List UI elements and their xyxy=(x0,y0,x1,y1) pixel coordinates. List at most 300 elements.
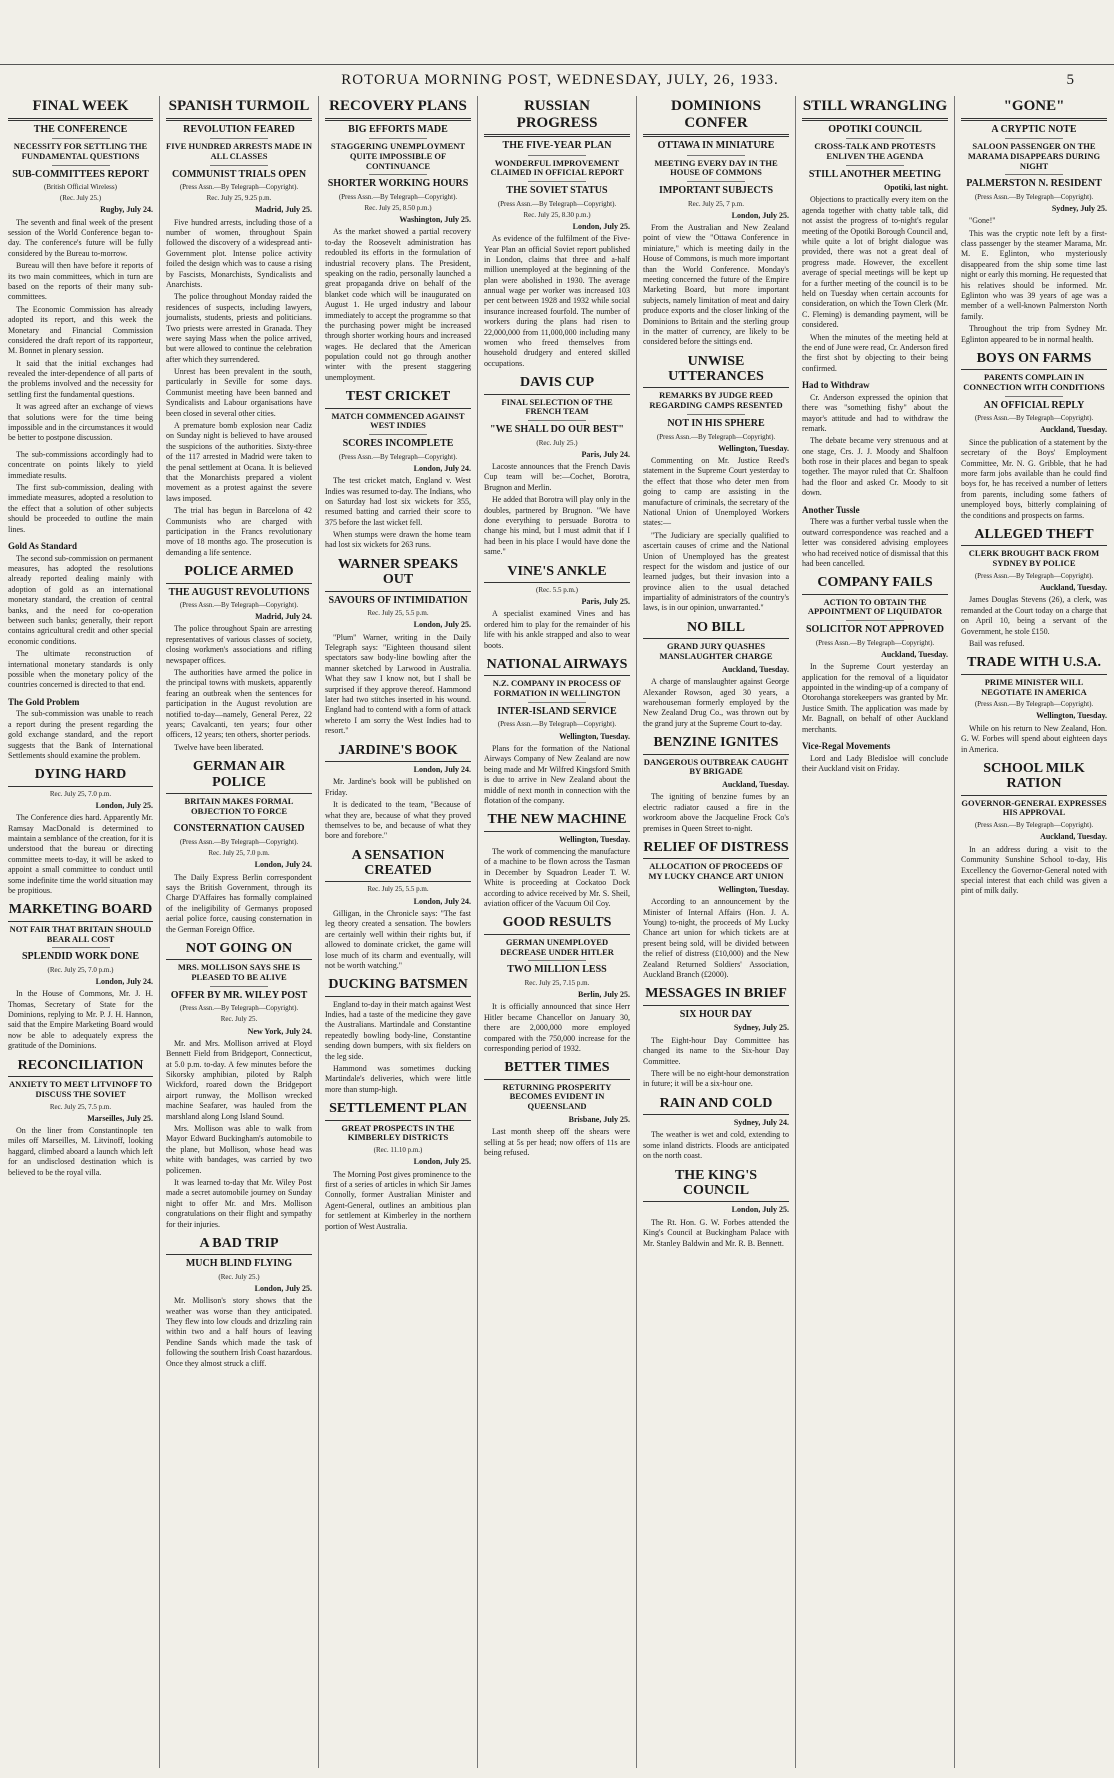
headline-rule xyxy=(166,583,312,584)
press-credit: (Press Assn.—By Telegraph—Copyright). xyxy=(497,199,617,208)
received-time: (Rec. 5.5 p.m.) xyxy=(536,586,578,594)
article-headline: STILL WRANGLING xyxy=(802,98,948,114)
body-paragraph: Mrs. Mollison was able to walk from Mayor Edward Buckingham's automobile to the plane, but Mollison, whose head was white with bandages, was carried by two policemen. xyxy=(166,1124,312,1175)
body-paragraph: There was a further verbal tussle when the outward correspondence was reached and a letter was considered advising employees who had received notice of dismissal that this had been cancelled. xyxy=(802,517,948,568)
article-headline: JARDINE'S BOOK xyxy=(338,742,458,758)
article xyxy=(484,1060,630,1158)
article-body xyxy=(8,709,153,761)
headline-rule xyxy=(961,674,1107,675)
subheading-separator xyxy=(210,986,268,987)
received-time: Rec. July 25, 8.30 p.m.) xyxy=(523,210,591,219)
body-paragraph: Gilligan, in the Chronicle says: "The fast leg theory created a sensation. The bowlers are certainly well within their rights but, if allowed to dominate cricket, the game will lose much of its charm and eventually, will not be worth watching." xyxy=(325,908,471,970)
body-paragraph: It is dedicated to the team, "Because of what they are, because of what they proved themselves to be, and because of what they bore and forebore." xyxy=(325,800,471,841)
article-dateline: Washington, July 25. xyxy=(399,214,471,224)
article-subheading: "WE SHALL DO OUR BEST" xyxy=(490,424,624,436)
article-headline: COMPANY FAILS xyxy=(817,575,933,591)
article-body xyxy=(802,195,948,374)
article-subheading: A CRYPTIC NOTE xyxy=(991,123,1077,135)
article-headline: UNWISE UTTERANCES xyxy=(668,353,764,385)
article-subheading: FIVE HUNDRED ARRESTS MADE IN ALL CLASSES xyxy=(166,141,312,161)
article-body xyxy=(166,218,312,559)
body-paragraph: In the House of Commons, Mr. J. H. Thomas, Secretary of State for the Dominions, replying to Mr. P. J. H. Hannon, said that the Empire Marketing Board would now be able to adequately express the gratitude of the Dominions. xyxy=(8,989,153,1051)
article-subheading: SHORTER WORKING HOURS xyxy=(327,178,469,190)
article-subheading: TWO MILLION LESS xyxy=(507,964,607,976)
article-dateline: London, July 24. xyxy=(254,860,312,870)
article-subheading: CONSTERNATION CAUSED xyxy=(173,823,305,835)
subheading-separator xyxy=(687,414,745,415)
article-dateline: London, July 25. xyxy=(572,221,630,231)
paragraph-heading: Had to Withdraw xyxy=(802,380,870,391)
article-headline: POLICE ARMED xyxy=(184,564,294,580)
body-paragraph: From the Australian and New Zealand point of view the "Ottawa Conference in miniature," which is meeting daily in the House of Commons, is much more important than the World Conference. Monday's meeting concerned the future of the Empire Marketing Board, but more important subjects, namely limitation of meat and dairy produce exports and the closer linking of the Dominions to Britain and the sterling group in the matter of currency, are likely to be considered before the sittings end. xyxy=(643,223,789,347)
subheading-separator xyxy=(528,155,586,156)
body-paragraph: It said that the initial exchanges had revealed the inter-dependence of all parts of the problems involved and the necessity for settling first the fundamental questions. xyxy=(8,358,153,399)
article xyxy=(484,564,630,651)
article-subheading: DANGEROUS OUTBREAK CAUGHT BY BRIGADE xyxy=(643,756,789,777)
article-body xyxy=(325,476,471,551)
article-dateline: London, July 25. xyxy=(254,1283,312,1293)
article-body xyxy=(643,677,789,729)
headline-rule xyxy=(484,1079,630,1080)
body-paragraph: In the Supreme Court yesterday an application for the removal of a liquidator appointed in the winding-up of a company of Otorohanga storekeepers was granted by Mr. Justice Smith. The application was made by Mr. Bagnall, on behalf of other Auckland merchants. xyxy=(802,662,948,734)
received-time: Rec. July 25, 7.0 p.m. xyxy=(49,789,112,798)
headline-rule xyxy=(166,1254,312,1255)
article-headline: RAIN AND COLD xyxy=(659,1095,773,1111)
subheading-separator xyxy=(687,155,745,156)
article-subheading: SOLICITOR NOT APPROVED xyxy=(806,624,944,636)
article-dateline: London, July 24. xyxy=(95,976,153,986)
article-body xyxy=(166,1039,312,1230)
article-subheading: REMARKS BY JUDGE REED REGARDING CAMPS RESENTED xyxy=(649,390,783,411)
article-subheading: ACTION TO OBTAIN THE APPOINTMENT OF LIQUIDATOR xyxy=(807,596,943,617)
article-headline: DUCKING BATSMEN xyxy=(328,977,468,993)
article-dateline: London, July 24. xyxy=(413,463,471,473)
press-credit: (Press Assn.—By Telegraph—Copyright). xyxy=(179,837,299,846)
press-credit: (Press Assn.—By Telegraph—Copyright). xyxy=(974,700,1094,709)
article-dateline: Sydney, July 25. xyxy=(1051,203,1107,213)
headline-rule xyxy=(643,134,789,137)
headline-rule xyxy=(961,545,1107,546)
article xyxy=(8,902,153,1051)
headline-rule xyxy=(8,921,153,922)
article-dateline: Paris, July 24. xyxy=(581,449,630,459)
article-dateline: Wellington, Tuesday. xyxy=(559,834,630,844)
article-subheading: SPLENDID WORK DONE xyxy=(21,951,140,963)
article xyxy=(484,915,630,1054)
article-body xyxy=(484,462,630,558)
subheading-separator xyxy=(369,138,427,139)
body-paragraph: Mr. Jardine's book will be published on Friday. xyxy=(325,777,471,797)
article-subheading: MRS. MOLLISON SAYS SHE IS PLEASED TO BE ALIVE xyxy=(177,962,301,983)
article xyxy=(325,977,471,1095)
headline-rule xyxy=(8,1076,153,1077)
body-paragraph: It was learned to-day that Mr. Wiley Post made a secret automobile journey on Sunday night to offer Mr. and Mrs. Mollison congratulations on their flight and sympathy for their injuries. xyxy=(166,1177,312,1229)
article-body xyxy=(8,554,153,691)
article-subheading: THE FIVE-YEAR PLAN xyxy=(502,140,612,151)
headline-rule xyxy=(643,1201,789,1202)
article-headline: A SENSATION CREATED xyxy=(351,847,445,879)
article-body xyxy=(643,897,789,980)
article-subheading: FINAL SELECTION OF THE FRENCH TEAM xyxy=(501,396,613,417)
body-paragraph: The Conference dies hard. Apparently Mr. Ramsay MacDonald is determined to maintain a semblance of the creation, for it is understood that the bureau or directing committee meets to-day, it will be asked to appoint a small committee to conduct until some indefinite time the world situation may be propitious. xyxy=(8,813,153,895)
article xyxy=(484,812,630,909)
column-5 xyxy=(636,96,795,1768)
press-credit: (Press Assn.—By Telegraph—Copyright). xyxy=(179,601,299,609)
article xyxy=(643,354,789,614)
press-credit: (Press Assn.—By Telegraph—Copyright). xyxy=(497,720,617,729)
headline-rule xyxy=(802,594,948,595)
body-paragraph: The debate became very strenuous and at one stage, Crs. J. J. Moody and Shalfoon both rose in their places and began to speak together. The mayor ruled that Cr. Shalfoon had the floor and asked Cr. Moody to sit down. xyxy=(802,436,948,498)
article-headline: MARKETING BOARD xyxy=(8,902,153,918)
body-paragraph: While on his return to New Zealand, Hon. G. W. Forbes will spend about eighteen days in America. xyxy=(961,723,1107,754)
article-headline: BENZINE IGNITES xyxy=(653,735,779,751)
body-paragraph: In an address during a visit to the Community Sunshine School to-day, His Excellency the Governor-General noted with special interest that each child was given a pint of milk daily. xyxy=(961,844,1107,896)
masthead-title: ROTORUA MORNING POST, WEDNESDAY, JULY, 26, 1933. xyxy=(341,72,779,88)
body-paragraph: Plans for the formation of the National Airways Company of New Zealand are now being made and Mr Wilfred Kingsford Smith is due to arrive in New Zealand about the middle of next month in connection with the flotation of the company. xyxy=(484,743,630,805)
article xyxy=(325,848,471,972)
body-paragraph: When the minutes of the meeting held at the end of June were read, Cr. Anderson fired the first shot by objecting to their being confirmed. xyxy=(802,332,948,373)
article-dateline: London, July 25. xyxy=(413,620,471,630)
article xyxy=(325,557,471,737)
subheading-separator xyxy=(846,138,904,139)
page-number: 5 xyxy=(1066,72,1074,88)
article-subheading: PRIME MINISTER WILL NEGOTIATE IN AMERICA xyxy=(981,676,1087,697)
received-time: Rec. July 25, 5.5 p.m. xyxy=(367,609,429,618)
body-paragraph: Five hundred arrests, including those of a number of women, throughout Spain followed the discovery of a widespread anti-Government plot. Intense police activity foiled the design which was to cause a rising by Fascists, Monarchists, Syndicalists and Anarchists. xyxy=(166,217,312,289)
article xyxy=(802,98,948,374)
article xyxy=(166,98,312,558)
article-headline: WARNER SPEAKS OUT xyxy=(337,556,459,588)
subheading-separator xyxy=(846,620,904,621)
article xyxy=(8,450,153,535)
article-subheading: AN OFFICIAL REPLY xyxy=(983,399,1085,411)
article-headline: RECOVERY PLANS xyxy=(329,98,467,114)
subheading-separator xyxy=(210,819,268,820)
paragraph-heading: Another Tussle xyxy=(802,504,860,515)
article-dateline: Auckland, Tuesday. xyxy=(722,664,789,674)
column-6 xyxy=(795,96,954,1768)
article-subheading: BRITAIN MAKES FORMAL OBJECTION TO FORCE xyxy=(184,795,294,816)
press-credit: (Press Assn.—By Telegraph—Copyright). xyxy=(338,452,458,461)
press-credit: (Press Assn.—By Telegraph—Copyright). xyxy=(974,821,1094,830)
article-dateline: Opotiki, last night. xyxy=(883,183,948,193)
article xyxy=(325,743,471,842)
press-credit: (Press Assn.—By Telegraph—Copyright). xyxy=(815,638,935,647)
headline-rule xyxy=(961,118,1107,121)
article-body xyxy=(961,438,1107,521)
article xyxy=(8,697,153,762)
article-dateline: New York, July 24. xyxy=(247,1026,312,1036)
subheading-separator xyxy=(210,165,268,166)
article xyxy=(8,1058,153,1178)
article-subheading: ALLOCATION OF PROCEEDS OF MY LUCKY CHANCE ART UNION xyxy=(648,861,784,882)
received-time: (Rec. July 25.) xyxy=(536,438,578,447)
article-dateline: Wellington, Tuesday. xyxy=(1036,711,1107,721)
article-headline: A BAD TRIP xyxy=(199,1235,279,1251)
article-headline: SCHOOL MILK RATION xyxy=(983,760,1085,792)
article-headline: GOOD RESULTS xyxy=(502,915,612,931)
article xyxy=(643,1096,789,1162)
article-dateline: Rugby, July 24. xyxy=(100,205,153,215)
article-subheading: BIG EFFORTS MADE xyxy=(348,123,448,135)
article-body xyxy=(325,633,471,737)
headline-rule xyxy=(643,1005,789,1006)
article-dateline: Auckland, Tuesday. xyxy=(722,780,789,790)
body-paragraph: The Eight-hour Day Committee has changed its name to the Six-hour Day Committee. xyxy=(643,1035,789,1066)
article xyxy=(643,620,789,729)
article xyxy=(643,735,789,834)
article-body xyxy=(643,1130,789,1161)
body-paragraph: Lord and Lady Bledisloe will conclude their Auckland visit on Friday. xyxy=(802,753,948,774)
body-paragraph: "The Judiciary are specially qualified to ascertain causes of crime and the National Union of Unemployed has the greatest respect for the wisdom and justice of our learned judges, but their invasion into a province alien to the usual detached impartiality of administrators of the country's laws, is in our opinion, unwarranted." xyxy=(643,530,789,613)
received-time: Rec. July 25, 5.5 p.m. xyxy=(367,885,429,894)
article xyxy=(802,380,948,499)
article-body xyxy=(802,393,948,499)
article-subheading: COMMUNIST TRIALS OPEN xyxy=(171,168,307,180)
received-time: Rec. July 25, 7.0 p.m. xyxy=(208,849,270,858)
received-time: (Rec. July 25.) xyxy=(59,194,102,203)
received-time: (Rec. July 25.) xyxy=(218,1272,260,1281)
column-1 xyxy=(0,96,159,1768)
body-paragraph: The test cricket match, England v. West Indies was resumed to-day. The Indians, who on Saturday had lost six wickets for 355, resumed batting and carried their score to 375 before the last wicket fell. xyxy=(325,476,471,527)
article-subheading: N.Z. COMPANY IN PROCESS OF FORMATION IN WELLINGTON xyxy=(492,678,622,699)
headline-rule xyxy=(961,795,1107,796)
headline-rule xyxy=(325,1120,471,1121)
article-subheading: IMPORTANT SUBJECTS xyxy=(658,185,774,197)
article-body xyxy=(484,609,630,651)
masthead-strip xyxy=(0,0,1114,65)
article-body xyxy=(484,847,630,909)
headline-rule xyxy=(961,369,1107,370)
body-paragraph: Commenting on Mr. Justice Reed's statement in the Supreme Court yesterday to the effect that those who deter men from going to camp are assisting in the manufacture of criminals, the secretary of the National Union of Unemployed Workers states:— xyxy=(643,456,789,528)
article-body xyxy=(484,1002,630,1054)
headline-rule xyxy=(8,786,153,787)
body-paragraph: The first sub-commission, dealing with immediate measures, adopted a resolution to the effect that a solution of other subjects should be proceeded to outline the main lines. xyxy=(8,482,153,534)
article-dateline: Brisbane, July 25. xyxy=(568,1114,630,1124)
article-headline: GERMAN AIR POLICE xyxy=(192,759,286,790)
article xyxy=(961,351,1107,521)
article xyxy=(325,1101,471,1232)
received-time: Rec. July 25, 9.25 p.m. xyxy=(206,194,272,203)
article xyxy=(802,741,948,774)
subheading-separator xyxy=(1005,174,1063,175)
article-dateline: Auckland, Tuesday. xyxy=(1040,583,1107,593)
article-body xyxy=(643,1218,789,1249)
subheading-separator xyxy=(1005,396,1063,397)
body-paragraph: The seventh and final week of the present session of the World Conference began to-day. The conference's future will be fully considered by the Bureau to-morrow. xyxy=(8,217,153,258)
body-paragraph: The sub-commissions accordingly had to concentrate on points likely to yield immediate results. xyxy=(8,449,153,480)
body-paragraph: This was the cryptic note left by a first-class passenger by the steamer Marama, Mr. M. E. Eglinton, who mysteriously disappeared from the ship some time last night or early this morning. He requested that his relatives should be informed. Mr. Eglinton who was 39 years of age was a member of a well-known Palmerston North family. xyxy=(961,228,1107,321)
body-paragraph: A specialist examined Vines and has ordered him to play for the remainder of his life with his ankle strapped and also to wear boots. xyxy=(484,609,630,650)
article-body xyxy=(961,216,1107,345)
body-paragraph: When stumps were drawn the home team had lost six wickets for 263 runs. xyxy=(325,530,471,550)
article-dateline: Berlin, July 25. xyxy=(577,989,630,999)
body-paragraph: Last month sheep off the shears were selling at 5s per head; now offers of 11s are being refused. xyxy=(484,1127,630,1158)
body-paragraph: Twelve have been liberated. xyxy=(174,742,264,752)
article-dateline: Madrid, July 24. xyxy=(255,612,312,622)
article-dateline: Sydney, July 25. xyxy=(733,1023,789,1033)
press-credit: (Press Assn.—By Telegraph—Copyright). xyxy=(974,192,1094,201)
column-3 xyxy=(318,96,477,1768)
article-headline: DAVIS CUP xyxy=(519,375,595,391)
body-paragraph: The police throughout Spain are arresting representatives of various classes of society, closing workmen's associations and rifling newspaper offices. xyxy=(166,624,312,665)
article xyxy=(484,375,630,557)
subheading-separator xyxy=(52,138,110,139)
article-subheading: GERMAN UNEMPLOYED DECREASE UNDER HITLER xyxy=(500,936,614,957)
received-time: Rec. July 25, 7 p.m. xyxy=(688,199,744,208)
article-dateline: Auckland, Tuesday. xyxy=(881,649,948,659)
headline-rule xyxy=(643,387,789,388)
headline-rule xyxy=(643,858,789,859)
headline-rule xyxy=(166,793,312,794)
article xyxy=(643,98,789,348)
article-subheading: GOVERNOR-GENERAL EXPRESSES HIS APPROVAL xyxy=(961,797,1107,818)
article-headline: ALLEGED THEFT xyxy=(974,527,1094,542)
body-paragraph: Mr. and Mrs. Mollison arrived at Floyd Bennett Field from Bridgeport, Connecticut, at 5.0 p.m. to-day. A few minutes before the Sikorsky amphibian, piloted by Ralph Wickford, roared down the Bridgeport airport runway, the Mollison wrecked machine Seafarer, was hauled from the marshland along Long Island Sound. xyxy=(166,1038,312,1121)
article-headline: RUSSIAN PROGRESS xyxy=(516,98,598,131)
article-body xyxy=(802,517,948,569)
article-body xyxy=(325,1000,471,1096)
body-paragraph: The ultimate reconstruction of international monetary standards is only possible when the monetary policy of the countries concerned is directed to that end. xyxy=(8,649,153,690)
body-paragraph: As the market showed a partial recovery to-day the Roosevelt administration has redoubled its efforts in the formulation of industrial recovery plans. The President, speaking on the radio, personally launched a great propaganda drive on behalf of the blanket code which will be inaugurated on August 1. He urged industry and labour immediately to accept the programme so that the purchasing power might be increased through shorter working hours and increased wages. He declared that the American population could not go through another winter with the present staggering unemployment. xyxy=(325,227,471,382)
article-body xyxy=(166,873,312,935)
body-paragraph: "Gone!" xyxy=(969,216,996,226)
article xyxy=(8,541,153,691)
article-body xyxy=(325,227,471,383)
headline-rule xyxy=(484,831,630,832)
subheading-separator xyxy=(52,165,110,166)
body-paragraph: "Plum" Warner, writing in the Daily Telegraph says: "Eighteen thousand silent spectators saw body-line bowling after the manner sketched by Larwood in Australia. What they saw I know not, but I shall be surprised if they approve thereof. Hammond later had two stitches inserted in his wound. England had to contend with a form of attack whereto I am sorry the West Indies had to resort." xyxy=(325,632,471,736)
body-paragraph: There will be no eight-hour demonstration in future; it will be a six-hour one. xyxy=(643,1068,789,1089)
article-subheading: THE AUGUST REVOLUTIONS xyxy=(168,586,310,598)
body-paragraph: Since the publication of a statement by the secretary of the Boys' Employment Committee, Mr. N. G. Gribble, that he had more farm jobs available than he could find boys for, he has received a number of letters from parents, including some fathers of unemployed boys, bitterly complaining of the conditions and prospects on farms. xyxy=(961,437,1107,520)
article xyxy=(643,1168,789,1249)
article-subheading: OPOTIKI COUNCIL xyxy=(828,123,922,135)
body-paragraph: It was agreed after an exchange of views that solutions were for the time being impossible and in the circumstances it would be better to postpone discussion. xyxy=(8,402,153,443)
headline-rule xyxy=(484,134,630,137)
article xyxy=(961,98,1107,345)
body-paragraph: It is officially announced that since Herr Hitler became Chancellor on January 30, there are 2,000,000 more employed compared with the 750,000 increase for the corresponding period of 1932. xyxy=(484,1002,630,1053)
article-columns xyxy=(0,96,1114,1768)
body-paragraph: Mr. Mollison's story shows that the weather was worse than they anticipated. They flew into low clouds and drizzling rain within two and a half hours of leaving Pendine Sands which made the task of following the southern Irish Coast hazardous. Once they almost struck a cliff. xyxy=(166,1296,312,1368)
article-dateline: London, July 25. xyxy=(731,1205,789,1215)
article xyxy=(166,1236,312,1369)
body-paragraph: A premature bomb explosion near Cadiz on Sunday night is believed to have aroused the suspicions of the authorities. Sixty-three of the 117 arrested in Madrid were taken to the penal settlement at Ocana. It is believed that the Monarchists prepared a violent movement as a protest against the severe laws imposed. xyxy=(166,421,312,503)
article xyxy=(8,767,153,896)
article xyxy=(325,98,471,383)
article-subheading: WONDERFUL IMPROVEMENT CLAIMED IN OFFICIAL REPORT xyxy=(490,157,624,178)
body-paragraph: A charge of manslaughter against George Alexander Rowson, aged 30 years, a warehouseman formerly employed by the New Zealand Drug Co., was thrown out by the grand jury at the Supreme Court to-day. xyxy=(643,677,789,728)
body-paragraph: Bureau will then have before it reports of its two main committees, which in turn are based on the reports of their many sub-committees. xyxy=(8,261,153,302)
article-body xyxy=(8,1126,153,1178)
article-body xyxy=(8,450,153,535)
column-2 xyxy=(159,96,318,1768)
subheading-separator xyxy=(528,181,586,182)
headline-rule xyxy=(325,591,471,592)
article xyxy=(802,505,948,570)
article-body xyxy=(484,1127,630,1158)
headline-rule xyxy=(643,754,789,755)
article-body xyxy=(643,1036,789,1090)
article-headline: NOT GOING ON xyxy=(185,940,293,956)
article-body xyxy=(484,234,630,369)
article-subheading: MUCH BLIND FLYING xyxy=(185,1258,293,1270)
article-subheading: MATCH COMMENCED AGAINST WEST INDIES xyxy=(331,410,465,431)
article-headline: NATIONAL AIRWAYS xyxy=(486,657,628,673)
body-paragraph: The sub-commission was unable to reach a report during the present regarding the gold exchange standard, and the report suggests that the Bank of International Settlements should examine the problem. xyxy=(8,709,153,760)
article-dateline: Wellington, Tuesday. xyxy=(718,884,789,894)
received-time: (Rec. 11.10 p.m.) xyxy=(373,1146,423,1155)
article xyxy=(484,657,630,806)
article-dateline: Paris, July 25. xyxy=(581,597,630,607)
body-paragraph: The police throughout Monday raided the residences of suspects, including lawyers, journalists, students, priests and politicians. Two priests were arrested in Granada. They were saying Mass when the police arrived, but were allowed to continue the celebration after which they surrendered. xyxy=(166,292,312,364)
article-dateline: London, July 24. xyxy=(413,764,471,774)
subheading-separator xyxy=(210,138,268,139)
article-body xyxy=(961,845,1107,897)
article-body xyxy=(961,724,1107,755)
body-paragraph: The Morning Post gives prominence to the first of a series of articles in which Sir James Connolly, former Australian Minister and Agent-General, outlines an ambitious plan for settlement at Kimberley in the northern portion of West Australia. xyxy=(325,1169,471,1231)
subheading-separator xyxy=(528,702,586,703)
paragraph-heading: The Gold Problem xyxy=(8,696,80,707)
headline-rule xyxy=(8,118,153,121)
article-dateline: London, July 24. xyxy=(413,896,471,906)
subheading-separator xyxy=(1005,138,1063,139)
press-credit: (Press Assn.—By Telegraph—Copyright). xyxy=(974,414,1094,423)
article-subheading: RETURNING PROSPERITY BECOMES EVIDENT IN QUEENSLAND xyxy=(502,1081,612,1112)
article-subheading: OTTAWA IN MINIATURE xyxy=(657,140,775,151)
column-4 xyxy=(477,96,636,1768)
received-time: (Rec. July 25, 7.0 p.m.) xyxy=(47,965,114,974)
body-paragraph: As evidence of the fulfilment of the Five-Year Plan an official Soviet report published in London, claims that three and a-half million unemployed at the beginning of the plan were abolished in 1930. The average annual wage per worker was increased 103 per cent between 1928 and 1932 while social insurance increased fourfold. The number of workers during the plans had risen to 22,000,000 from 11,000,000 including many women who freed themselves from household drudgery and entered skilled occupations. xyxy=(484,234,630,368)
article-headline: DYING HARD xyxy=(34,767,127,783)
body-paragraph: Hammond was sometimes ducking Martindale's deliveries, which were little more than stump-high. xyxy=(325,1064,471,1094)
body-paragraph: The weather is wet and cold, extending to some inland districts. Floods are anticipated on the north coast. xyxy=(643,1130,789,1161)
body-paragraph: The work of commencing the manufacture of a machine to be flown across the Tasman in December by Squadron Leader T. W. White is proceeding at Cockatoo Dock according to advice received by Mr. S. Sheil, aviation officer of the Vacuum Oil Coy. xyxy=(484,847,630,909)
article-body xyxy=(8,989,153,1051)
article-subheading: PALMERSTON N. RESIDENT xyxy=(966,178,1102,190)
press-credit: (British Official Wireless) xyxy=(44,183,117,192)
article-headline: BETTER TIMES xyxy=(504,1060,610,1076)
body-paragraph: England to-day in their match against West Indies, had a taste of the medicine they gave the Australians. Martindale and Constantine repeatedly bowling body-line, Constantine sending down bumpers, with six fielders on the leg side. xyxy=(325,999,471,1061)
received-time: Rec. July 25, 7.5 p.m. xyxy=(49,1102,112,1111)
article xyxy=(484,98,630,369)
article-headline: THE KING'S COUNCIL xyxy=(674,1167,758,1199)
article-headline: MESSAGES IN BRIEF xyxy=(645,986,787,1002)
article-subheading: SIX HOUR DAY xyxy=(679,1008,753,1020)
received-time: Rec. July 25. xyxy=(220,1015,258,1024)
article-headline: THE NEW MACHINE xyxy=(487,812,627,828)
body-paragraph: The trial has begun in Barcelona of 42 Communists who are charged with participation in the Francs revolutionary move of 18 months ago. The prosecution is demanding a life sentence. xyxy=(166,506,312,557)
headline-rule xyxy=(325,996,471,997)
article xyxy=(802,575,948,735)
article-body xyxy=(961,595,1107,649)
received-time: Rec. July 25, 7.15 p.m. xyxy=(524,978,590,987)
article xyxy=(961,761,1107,897)
article-headline: NO BILL xyxy=(687,619,745,635)
article-subheading: GRAND JURY QUASHES MANSLAUGHTER CHARGE xyxy=(659,641,773,662)
press-credit: (Press Assn.—By Telegraph—Copyright). xyxy=(179,183,299,192)
subheading-separator xyxy=(369,434,427,435)
article xyxy=(643,840,789,980)
body-paragraph: He added that Borotra will play only in the doubles, partnered by Brugnon. "We have done everything to persuade Borotra to change his mind, but I must admit that if I had been in his place I would have done the same." xyxy=(484,495,630,557)
article-headline: TRADE WITH U.S.A. xyxy=(967,655,1101,671)
body-paragraph: On the liner from Constantinople ten miles off Marseilles, M. Litvinoff, looking haggard, climbed aboard a launch which left for an undisclosed destination which is believed to be the royal villa. xyxy=(8,1126,153,1177)
body-paragraph: The Rt. Hon. G. W. Forbes attended the King's Council at Buckingham Palace with Mr. Stanley Baldwin and Mr. R. B. Bennett. xyxy=(643,1217,789,1248)
article-subheading: GREAT PROSPECTS IN THE KIMBERLEY DISTRICTS xyxy=(341,1122,455,1143)
article-subheading: THE SOVIET STATUS xyxy=(506,185,608,197)
body-paragraph: The second sub-commission on permanent measures, has adopted the resolutions already reported dealing mainly with adoption of gold as an international monetary standard, the creation of central banks, and the need for co-operation between such banks; generally, their report contains agricultural credit and other special economic conditions. xyxy=(8,553,153,646)
article xyxy=(325,389,471,551)
